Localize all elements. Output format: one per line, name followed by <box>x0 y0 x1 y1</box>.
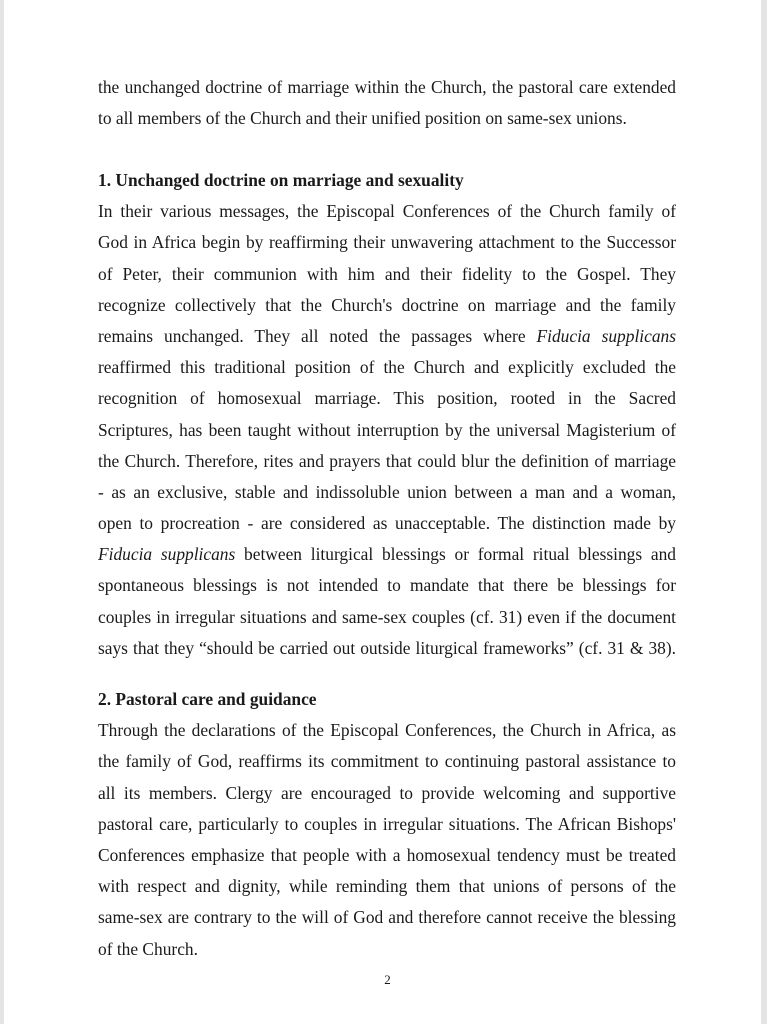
section-2-line-3: all its members. Clergy are encouraged to provide welcoming and supportive <box>98 782 676 803</box>
section-2-line-7: same-sex are contrary to the will of God and therefore cannot receive the blessing <box>98 907 676 928</box>
section-1-line-2: God in Africa begin by reaffirming their unwavering attachment to the Successor <box>98 232 676 253</box>
section-1 <box>98 165 676 664</box>
section-2-line-5: Conferences emphasize that people with a homosexual tendency must be treated <box>98 844 676 865</box>
section-2-line-2: the family of God, reaffirms its commitment to continuing pastoral assistance to <box>98 751 676 772</box>
section-1-line-12 <box>98 539 676 570</box>
section-2-heading: 2. Pastoral care and guidance <box>98 689 317 709</box>
section-1-line-5-text: remains unchanged. They all noted the passages where <box>98 325 526 346</box>
section-1-line-6: reaffirmed this traditional position of the Church and explicitly excluded the <box>98 357 676 378</box>
section-1-line-4: recognize collectively that the Church's doctrine on marriage and the family <box>98 294 676 315</box>
document-page <box>4 0 761 1024</box>
intro-line-1: the unchanged doctrine of marriage within the Church, the pastoral care extended <box>98 77 676 97</box>
section-1-line-12-text: between liturgical blessings or formal ritual blessings and <box>244 544 676 565</box>
section-1-line-9: the Church. Therefore, rites and prayers that could blur the definition of marriage <box>98 450 676 471</box>
section-1-line-10: - as an exclusive, stable and indissoluble union between a man and a woman, <box>98 481 676 502</box>
section-1-line-1: In their various messages, the Episcopal Conferences of the Church family of <box>98 201 676 222</box>
fiducia-supplicans-title: Fiducia supplicans <box>98 544 236 565</box>
section-2 <box>98 684 676 965</box>
section-2-line-8: of the Church. <box>98 938 198 959</box>
section-1-line-5 <box>98 321 676 352</box>
section-2-line-4: pastoral care, particularly to couples in irregular situations. The African Bishops' <box>98 813 676 834</box>
section-2-line-6: with respect and dignity, while reminding them that unions of persons of the <box>98 876 676 897</box>
section-1-heading: 1. Unchanged doctrine on marriage and sexuality <box>98 170 464 190</box>
section-1-line-15: says that they “should be carried out outside liturgical frameworks” (cf. 31 & 38). <box>98 637 676 658</box>
section-1-line-7: recognition of homosexual marriage. This position, rooted in the Sacred <box>98 388 676 409</box>
section-1-line-13: spontaneous blessings is not intended to mandate that there be blessings for <box>98 575 676 596</box>
page-number: 2 <box>384 972 391 987</box>
intro-paragraph <box>98 72 676 134</box>
intro-line-2: to all members of the Church and their unified position on same-sex unions. <box>98 108 627 129</box>
section-1-line-11: open to procreation - are considered as unacceptable. The distinction made by <box>98 513 676 534</box>
section-1-line-3: of Peter, their communion with him and their fidelity to the Gospel. They <box>98 263 676 284</box>
section-1-line-14: couples in irregular situations and same-sex couples (cf. 31) even if the document <box>98 606 676 627</box>
section-2-line-1: Through the declarations of the Episcopal Conferences, the Church in Africa, as <box>98 720 676 741</box>
fiducia-supplicans-title: Fiducia supplicans <box>536 325 676 346</box>
section-1-line-8: Scriptures, has been taught without interruption by the universal Magisterium of <box>98 419 676 440</box>
